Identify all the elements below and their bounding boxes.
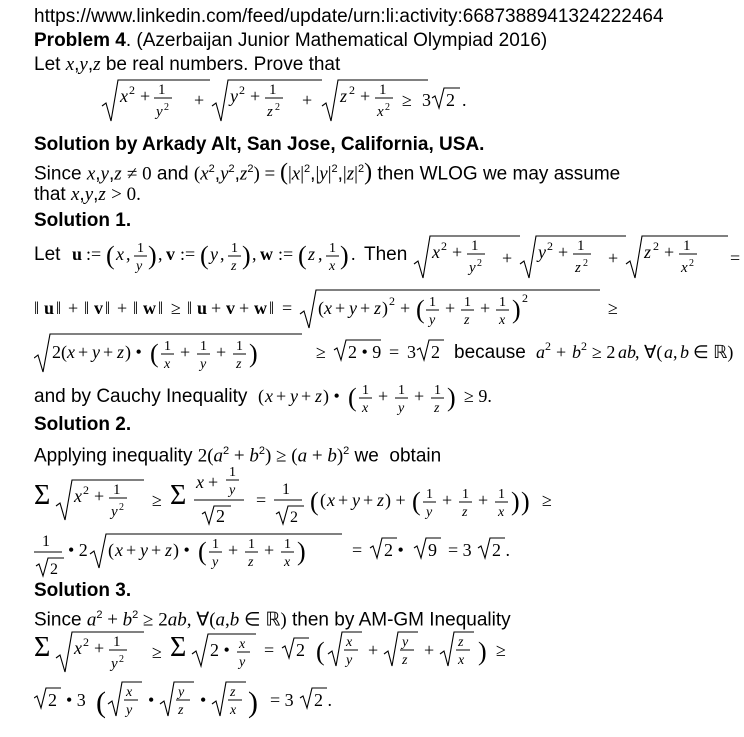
svg-text:2: 2 <box>296 640 305 660</box>
svg-text:u: u <box>197 298 208 318</box>
svg-text:2: 2 <box>50 561 58 578</box>
svg-text:2: 2 <box>164 102 169 113</box>
svg-text:u: u <box>44 298 55 318</box>
svg-text:.: . <box>351 244 356 264</box>
svg-text:+: + <box>335 298 346 318</box>
svg-text:≥: ≥ <box>496 640 506 660</box>
svg-text:+: + <box>208 472 219 492</box>
svg-text:x: x <box>681 260 688 276</box>
solution2-title: Solution 2. <box>34 414 132 435</box>
svg-text:Σ: Σ <box>170 480 187 511</box>
svg-text:y: y <box>429 313 436 328</box>
source-url: https://www.linkedin.com/feed/update/urn:li:activity:6687388941324222464 <box>34 6 664 27</box>
svg-text:+: + <box>151 540 162 560</box>
svg-text:1: 1 <box>426 487 433 502</box>
svg-text:‖: ‖ <box>84 298 90 318</box>
svg-text:v: v <box>166 244 175 264</box>
svg-text:‖: ‖ <box>158 298 164 318</box>
svg-text:=: = <box>389 342 400 362</box>
svg-text:1: 1 <box>434 383 441 398</box>
solution1-line2 <box>34 284 674 332</box>
svg-text:‖: ‖ <box>56 298 62 318</box>
svg-text:y: y <box>140 540 148 560</box>
svg-text:x: x <box>329 259 336 274</box>
svg-text:a: a <box>536 342 545 362</box>
svg-text:y: y <box>212 555 219 570</box>
svg-text:2: 2 <box>477 258 482 269</box>
svg-text:≥: ≥ <box>171 298 181 318</box>
svg-text:): ) <box>521 487 530 516</box>
svg-text:+: + <box>126 540 137 560</box>
solution1-title: Solution 1. <box>34 210 132 231</box>
svg-text:+: + <box>94 638 105 658</box>
svg-text:+: + <box>94 486 105 506</box>
svg-text:) •: ) • <box>323 386 340 406</box>
svg-text:,: , <box>158 244 163 264</box>
svg-text:1: 1 <box>282 481 290 498</box>
svg-text:2: 2 <box>522 291 528 305</box>
svg-text:1: 1 <box>231 241 238 256</box>
solution2-line1 <box>34 462 654 528</box>
svg-text:(: ( <box>200 241 209 270</box>
svg-text:2 .: 2 . <box>492 540 510 560</box>
svg-text:+: + <box>360 86 371 106</box>
svg-text:+: + <box>478 490 489 510</box>
svg-text:•: • <box>200 690 207 710</box>
svg-text::=: := <box>86 244 102 264</box>
solution2-intro: Applying inequality $2(a^2 + b^2) \ge (a + b)^2$ we obtain <box>34 445 442 467</box>
svg-text:y: y <box>398 401 405 416</box>
svg-text:1: 1 <box>137 241 144 256</box>
svg-text:≥ 9.: ≥ 9. <box>464 386 492 406</box>
svg-text:(: ( <box>198 537 207 566</box>
svg-text:v: v <box>226 298 235 318</box>
svg-text:z: z <box>315 386 323 406</box>
svg-text:2: 2 <box>129 83 135 97</box>
svg-text:y: y <box>136 259 143 274</box>
svg-text::=: := <box>278 244 294 264</box>
svg-text:+: + <box>608 248 619 268</box>
svg-text:b: b <box>680 342 689 362</box>
svg-text:1: 1 <box>429 295 436 310</box>
svg-text:2: 2 <box>389 294 395 308</box>
svg-text:=: = <box>352 540 363 560</box>
svg-text:=: = <box>282 298 293 318</box>
svg-text:y: y <box>538 242 546 262</box>
svg-text:z: z <box>248 555 254 570</box>
svg-text:w: w <box>260 244 273 264</box>
svg-text:1: 1 <box>200 339 207 354</box>
svg-text:2: 2 <box>83 483 89 497</box>
svg-text:= 3: = 3 <box>448 540 472 560</box>
svg-text:‖: ‖ <box>105 298 111 318</box>
svg-text:+: + <box>424 640 435 660</box>
svg-text:+: + <box>228 540 239 560</box>
svg-text:,: , <box>252 244 257 264</box>
svg-text:1: 1 <box>229 465 236 480</box>
svg-text:x: x <box>115 540 123 560</box>
svg-text:2: 2 <box>349 83 355 97</box>
svg-text:u: u <box>72 244 83 264</box>
svg-text:+: + <box>216 342 227 362</box>
svg-text:z: z <box>377 490 385 510</box>
svg-text:1: 1 <box>379 82 387 98</box>
svg-text:y: y <box>200 357 207 372</box>
svg-text:(: ( <box>258 386 264 406</box>
svg-text:1: 1 <box>236 339 243 354</box>
solution1-line3 <box>34 330 744 376</box>
svg-text:1: 1 <box>498 487 505 502</box>
svg-text:z: z <box>231 259 237 274</box>
svg-text:2: 2 <box>275 102 280 113</box>
svg-text:y: y <box>290 386 298 406</box>
svg-text:x: x <box>284 555 291 570</box>
solution3-line1 <box>34 624 594 680</box>
svg-text:1: 1 <box>42 533 50 550</box>
problem-heading <box>34 30 547 52</box>
solution3-title: Solution 3. <box>34 580 132 601</box>
svg-text:y: y <box>230 86 238 106</box>
svg-text:y: y <box>346 653 353 668</box>
svg-text:+: + <box>502 248 513 268</box>
svg-text:y: y <box>126 703 133 718</box>
svg-text:+: + <box>140 86 151 106</box>
svg-text:, ∀(: , ∀( <box>635 342 663 362</box>
svg-text:a: a <box>664 342 673 362</box>
wlog-text: Since x,y,z ≠ 0 and $(x^2,y^2,z^2) = (|x|^2,|y|^2,|z|^2)$ then WLOG we may assume <box>34 159 621 186</box>
svg-text:z: z <box>374 298 382 318</box>
svg-text:x: x <box>377 104 384 120</box>
problem-label: Problem 4 <box>34 30 126 51</box>
svg-text:2: 2 <box>431 342 440 362</box>
svg-text:w: w <box>254 298 267 318</box>
svg-text:z: z <box>165 540 173 560</box>
svg-text:z: z <box>230 685 236 700</box>
svg-text:•: • <box>148 690 155 710</box>
svg-text:1: 1 <box>499 295 506 310</box>
svg-text:x: x <box>498 505 505 520</box>
svg-text:(: ( <box>150 339 159 368</box>
svg-text:+: + <box>368 640 379 660</box>
svg-text:≥: ≥ <box>402 90 412 110</box>
svg-text:x: x <box>74 638 82 658</box>
problem-source: . (Azerbaijan Junior Mathematical Olympiad 2016) <box>125 30 548 51</box>
svg-text:y: y <box>111 504 118 520</box>
svg-text:(: ( <box>412 487 421 516</box>
svg-text:x: x <box>126 685 133 700</box>
svg-text::=: := <box>180 244 196 264</box>
svg-text:y: y <box>156 104 163 120</box>
svg-text:): ) <box>511 487 520 516</box>
svg-text:+: + <box>276 386 287 406</box>
svg-text:(: ( <box>108 540 114 560</box>
svg-text:1: 1 <box>464 295 471 310</box>
svg-text:1: 1 <box>113 634 121 650</box>
svg-text:Σ: Σ <box>34 480 51 511</box>
svg-text:y: y <box>469 260 476 276</box>
svg-text:+: + <box>68 298 79 318</box>
svg-text:y: y <box>178 685 185 700</box>
svg-text:+: + <box>445 298 456 318</box>
svg-text:3: 3 <box>422 90 431 110</box>
svg-text:‖: ‖ <box>187 298 193 318</box>
svg-text:z: z <box>462 505 468 520</box>
svg-text:): ) <box>447 383 456 412</box>
svg-text:=: = <box>256 490 267 510</box>
svg-text:): ) <box>478 637 487 666</box>
svg-text:2 .: 2 . <box>314 690 332 710</box>
svg-text:+: + <box>378 386 389 406</box>
svg-text:• 2: • 2 <box>68 540 88 560</box>
svg-text:+: + <box>664 242 675 262</box>
svg-text:1: 1 <box>269 82 277 98</box>
svg-text:x: x <box>324 298 332 318</box>
svg-text:,: , <box>220 244 225 264</box>
svg-text:1: 1 <box>683 238 691 254</box>
svg-text:‖: ‖ <box>269 298 275 318</box>
svg-text:+: + <box>250 86 261 106</box>
svg-text:x: x <box>362 401 369 416</box>
svg-text:x: x <box>120 86 128 106</box>
svg-text:+: + <box>452 242 463 262</box>
svg-text:+: + <box>363 490 374 510</box>
svg-text:2: 2 <box>441 239 447 253</box>
problem-statement: Let x,y,z be real numbers. Prove that <box>34 54 341 75</box>
svg-text:2: 2 <box>216 506 225 526</box>
svg-text:+: + <box>78 342 89 362</box>
svg-text:x: x <box>346 635 353 650</box>
svg-text:1: 1 <box>113 482 121 498</box>
solution2-line2 <box>34 528 634 580</box>
svg-text:≥: ≥ <box>316 342 326 362</box>
svg-text:+: + <box>414 386 425 406</box>
svg-text:(: ( <box>310 487 319 516</box>
svg-text:=: = <box>730 248 741 268</box>
svg-text:2(: 2( <box>52 342 67 362</box>
svg-text:2: 2 <box>119 502 124 513</box>
svg-text:(: ( <box>416 295 425 324</box>
svg-text:Then: Then <box>364 244 408 265</box>
svg-text:2 • 9: 2 • 9 <box>348 342 382 362</box>
svg-text:w: w <box>143 298 156 318</box>
svg-text:z: z <box>340 86 348 106</box>
svg-text:+: + <box>194 90 205 110</box>
svg-text:1: 1 <box>164 339 171 354</box>
solution3-intro: Since $a^2 + b^2 \ge 2ab$, ∀(a,b ∈ ℝ) then by AM-GM Inequality <box>34 609 511 631</box>
svg-text:b: b <box>572 342 581 362</box>
svg-text:1: 1 <box>248 537 255 552</box>
svg-text:+: + <box>480 298 491 318</box>
svg-text:y: y <box>111 656 118 672</box>
svg-text:2: 2 <box>385 102 390 113</box>
svg-text:): ) <box>382 298 388 318</box>
svg-text:2 •: 2 • <box>384 540 404 560</box>
svg-text:2: 2 <box>290 509 298 526</box>
svg-text:2: 2 <box>83 635 89 649</box>
svg-text:1: 1 <box>471 238 479 254</box>
svg-text:x: x <box>239 637 246 652</box>
svg-text:.: . <box>462 90 467 110</box>
svg-text:,: , <box>126 244 131 264</box>
svg-text:): ) <box>340 241 349 270</box>
wlog-conclusion: that x,y,z > 0. <box>34 184 141 205</box>
svg-text:(: ( <box>96 686 106 719</box>
svg-text:x: x <box>74 486 82 506</box>
svg-text:2: 2 <box>119 654 124 665</box>
svg-text:1: 1 <box>577 238 585 254</box>
svg-text:2: 2 <box>653 239 659 253</box>
svg-text:(: ( <box>318 298 324 318</box>
svg-text:+: + <box>117 298 128 318</box>
svg-text:) •: ) • <box>173 540 190 560</box>
svg-text:): ) <box>248 686 258 719</box>
svg-text:): ) <box>242 241 251 270</box>
svg-text:(: ( <box>348 383 357 412</box>
svg-text:y: y <box>352 490 360 510</box>
svg-text:x: x <box>327 490 335 510</box>
svg-text:+: + <box>239 298 250 318</box>
svg-text:z: z <box>644 242 652 262</box>
svg-text:9: 9 <box>428 540 437 560</box>
svg-text:‖: ‖ <box>133 298 139 318</box>
svg-text:because: because <box>454 342 526 363</box>
svg-text:=: = <box>264 640 275 660</box>
svg-text:x: x <box>265 386 273 406</box>
svg-text:z: z <box>178 703 184 718</box>
svg-text:z: z <box>464 313 470 328</box>
solution-author: Solution by Arkady Alt, San Jose, California, USA. <box>34 134 485 155</box>
svg-text:• 3: • 3 <box>66 690 86 710</box>
svg-text:2 •: 2 • <box>210 640 230 660</box>
svg-text:) •: ) • <box>125 342 142 362</box>
svg-text:2: 2 <box>583 258 588 269</box>
solution3-line2 <box>34 676 434 728</box>
svg-text:): ) <box>297 537 306 566</box>
svg-text:y: y <box>239 655 246 670</box>
svg-text:≥: ≥ <box>608 298 618 318</box>
svg-text:1: 1 <box>362 383 369 398</box>
svg-text:): ) <box>148 241 157 270</box>
svg-text:x: x <box>458 653 465 668</box>
svg-text:and by Cauchy Inequality: and by Cauchy Inequality <box>34 386 248 407</box>
svg-text:+: + <box>558 242 569 262</box>
svg-text:y: y <box>210 244 218 264</box>
svg-text:∈ ℝ): ∈ ℝ) <box>693 342 734 362</box>
svg-text:+: + <box>360 298 371 318</box>
svg-text:v: v <box>94 298 103 318</box>
svg-text:y: y <box>92 342 100 362</box>
svg-text:(: ( <box>320 490 326 510</box>
svg-text:+: + <box>180 342 191 362</box>
svg-text:≥: ≥ <box>152 490 162 510</box>
svg-text:z: z <box>402 653 408 668</box>
svg-text:Σ: Σ <box>170 632 187 663</box>
svg-text:x: x <box>164 357 171 372</box>
svg-text:(: ( <box>298 241 307 270</box>
svg-text:2: 2 <box>545 339 551 353</box>
svg-text:x: x <box>499 313 506 328</box>
svg-text:y: y <box>349 298 357 318</box>
svg-text:x: x <box>432 242 440 262</box>
svg-text:x: x <box>230 703 237 718</box>
svg-text:x: x <box>196 472 204 492</box>
svg-text:+: + <box>211 298 222 318</box>
svg-text:z: z <box>458 635 464 650</box>
svg-text:2: 2 <box>547 239 553 253</box>
svg-text:+: + <box>103 342 114 362</box>
svg-text:z: z <box>236 357 242 372</box>
svg-text:+: + <box>400 298 411 318</box>
svg-text:1: 1 <box>398 383 405 398</box>
svg-text:,: , <box>673 342 678 362</box>
svg-text:z: z <box>434 401 440 416</box>
svg-text:y: y <box>402 635 409 650</box>
svg-text:+: + <box>556 342 567 362</box>
svg-text:1: 1 <box>329 241 336 256</box>
svg-text:z: z <box>575 260 581 276</box>
svg-text:≥ 2: ≥ 2 <box>592 342 616 362</box>
svg-text:2: 2 <box>581 339 587 353</box>
svg-text:3: 3 <box>407 342 416 362</box>
solution1-line1 <box>34 232 744 284</box>
svg-text:) +: ) + <box>385 490 406 510</box>
svg-text:≥: ≥ <box>152 642 162 662</box>
svg-text:1: 1 <box>212 537 219 552</box>
svg-text:x: x <box>67 342 75 362</box>
svg-text:Let: Let <box>34 244 61 265</box>
svg-text:1: 1 <box>284 537 291 552</box>
svg-text:2: 2 <box>446 90 455 110</box>
svg-text:+: + <box>302 90 313 110</box>
svg-text:): ) <box>249 339 258 368</box>
svg-text:,: , <box>318 244 323 264</box>
svg-text:y: y <box>426 505 433 520</box>
svg-text:Σ: Σ <box>34 632 51 663</box>
svg-text:+: + <box>338 490 349 510</box>
svg-text:y: y <box>229 483 236 498</box>
svg-text:1: 1 <box>158 82 166 98</box>
svg-text:2: 2 <box>689 258 694 269</box>
svg-text:1: 1 <box>462 487 469 502</box>
svg-text:2: 2 <box>239 83 245 97</box>
svg-text:= 3: = 3 <box>270 690 294 710</box>
svg-text:+: + <box>264 540 275 560</box>
svg-text:+: + <box>301 386 312 406</box>
svg-text:≥: ≥ <box>542 490 552 510</box>
svg-text:z: z <box>117 342 125 362</box>
svg-text:z: z <box>308 244 316 264</box>
svg-text:x: x <box>116 244 124 264</box>
svg-text:): ) <box>512 295 521 324</box>
svg-text:‖: ‖ <box>34 298 40 318</box>
svg-text:(: ( <box>316 637 325 666</box>
svg-text:(: ( <box>106 241 115 270</box>
svg-text:z: z <box>267 104 273 120</box>
svg-text:2: 2 <box>48 690 57 710</box>
problem-inequality <box>100 76 500 126</box>
svg-text:+: + <box>442 490 453 510</box>
svg-text:ab: ab <box>618 342 636 362</box>
